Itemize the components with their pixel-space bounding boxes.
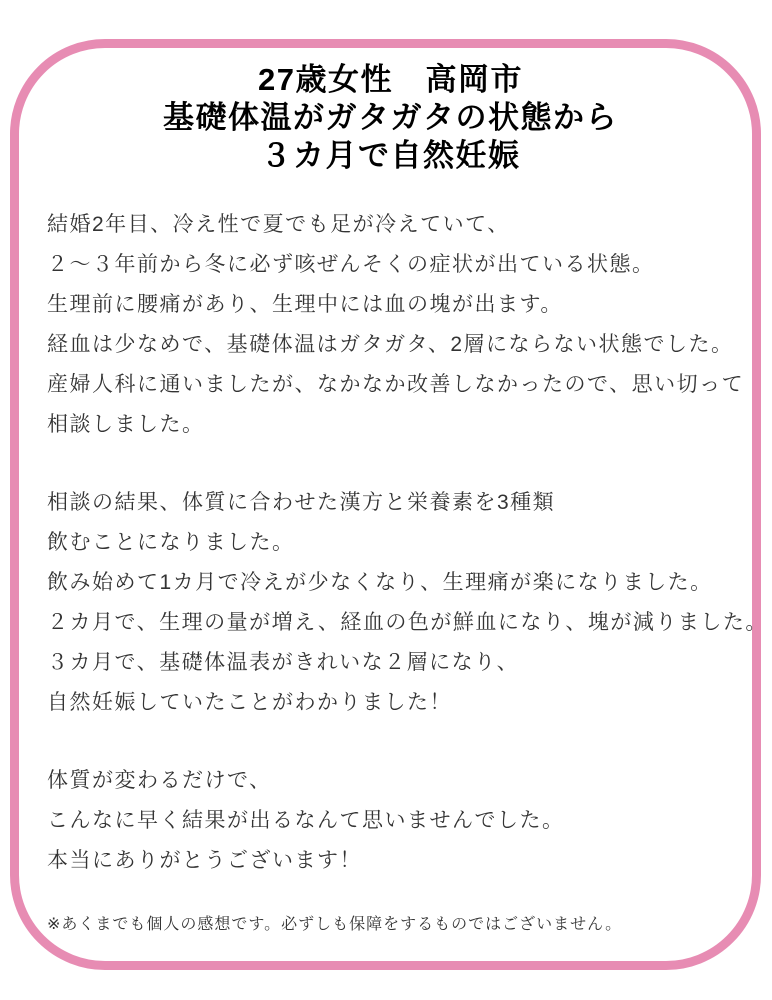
paragraph-treatment-results (47, 483, 768, 723)
text-line: 本当にありがとうございます！ (47, 849, 362, 872)
text-line: こんなに早く結果が出るなんて思いませんでした。 (47, 809, 565, 832)
disclaimer-note: ※あくまでも個人の感想です。必ずしも保障をするものではございません。 (47, 916, 623, 933)
paragraph-gratitude (47, 761, 734, 881)
text-line: 自然妊娠していたことがわかりました！ (47, 691, 452, 714)
text-line: 飲み始めて1カ月で冷えが少なくなり、生理痛が楽になりました。 (47, 571, 713, 594)
title-line: ３カ月で自然妊娠 (260, 138, 521, 173)
text-line: 相談の結果、体質に合わせた漢方と栄養素を3種類 (47, 491, 556, 514)
text-line: ３カ月で、基礎体温表がきれいな２層になり、 (47, 651, 520, 674)
paragraph-symptoms (47, 205, 745, 445)
testimonial-title (47, 61, 734, 175)
testimonial-card (10, 39, 768, 970)
testimonial-body (47, 205, 768, 945)
text-line: 結婚2年目、冷え性で夏でも足が冷えていて、 (47, 213, 510, 236)
title-line: 27歳女性 高岡市 (258, 62, 523, 97)
text-line: 産婦人科に通いましたが、なかなか改善しなかったので、思い切って (47, 373, 745, 396)
text-line: 相談しました。 (47, 413, 205, 436)
title-line: 基礎体温がガタガタの状態から (163, 100, 618, 135)
text-line: ２カ月で、生理の量が増え、経血の色が鮮血になり、塊が減りました。 (47, 611, 768, 634)
text-line: 体質が変わるだけで、 (47, 769, 272, 792)
text-line: 生理前に腰痛があり、生理中には血の塊が出ます。 (47, 293, 563, 316)
text-line: ２～３年前から冬に必ず咳ぜんそくの症状が出ている状態。 (47, 253, 655, 276)
text-line: 飲むことになりました。 (47, 531, 295, 554)
text-line: 経血は少なめで、基礎体温はガタガタ、2層にならない状態でした。 (47, 333, 734, 356)
